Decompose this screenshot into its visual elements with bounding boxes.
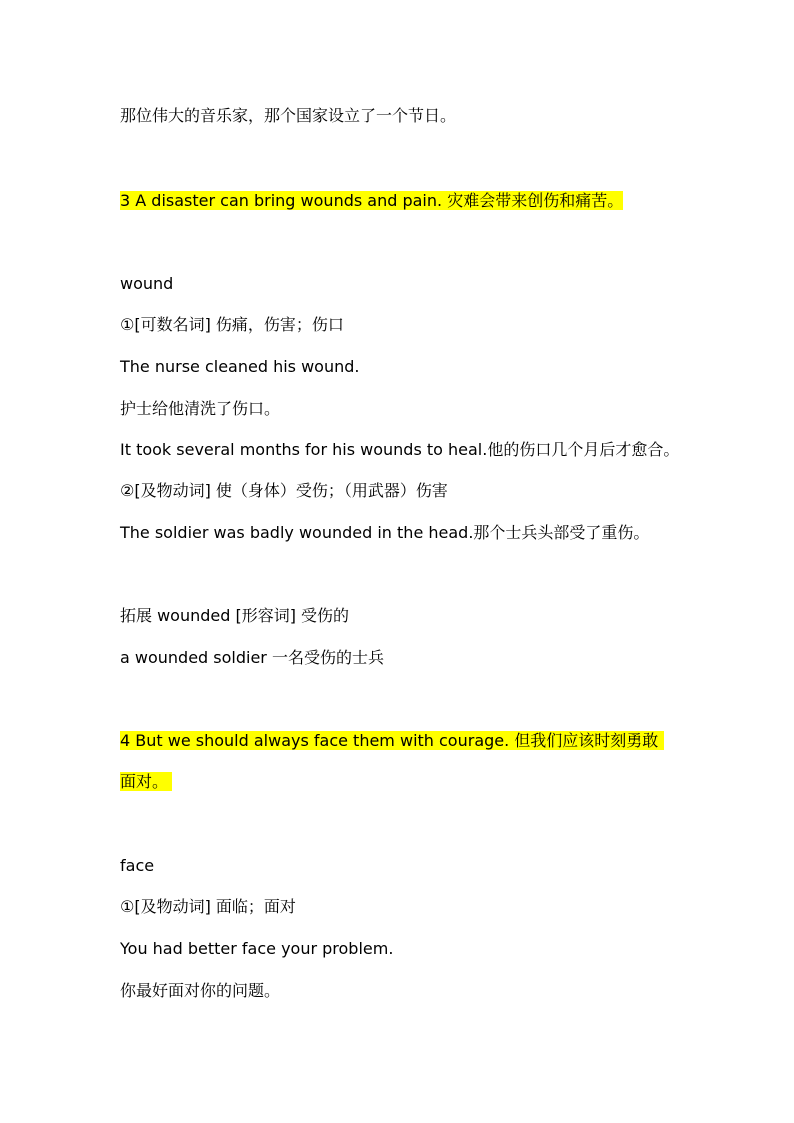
extension-example: a wounded soldier 一名受伤的士兵 — [120, 648, 384, 667]
highlighted-sentence-4-continued-text: 面对。 — [120, 772, 172, 791]
highlighted-sentence-4-text: 4 But we should always face them with courage. 但我们应该时刻勇敢 — [120, 731, 664, 750]
example-sentence: The soldier was badly wounded in the head.那个士兵头部受了重伤。 — [120, 523, 650, 542]
highlighted-sentence-4-continued — [120, 771, 172, 793]
definition-2: ②[及物动词] 使（身体）受伤；（用武器）伤害 — [120, 481, 448, 500]
vocab-heading-face: face — [120, 856, 155, 875]
chinese-translation-line: 那位伟大的音乐家，那个国家设立了一个节日。 — [120, 106, 457, 125]
vocab-heading-wound: wound — [120, 274, 174, 293]
extension-note: 拓展 wounded [形容词] 受伤的 — [120, 606, 350, 625]
highlighted-sentence-3-text: 3 A disaster can bring wounds and pain. 灾难会带来创伤和痛苦。 — [120, 191, 624, 210]
definition-1: ①[及物动词] 面临；面对 — [120, 897, 296, 916]
definition-1: ①[可数名词] 伤痛，伤害；伤口 — [120, 315, 344, 334]
highlighted-sentence-3 — [120, 190, 623, 212]
example-sentence: The nurse cleaned his wound. — [120, 357, 360, 376]
example-translation: 你最好面对你的问题。 — [120, 981, 281, 1000]
highlighted-sentence-4 — [120, 730, 664, 752]
example-translation: 护士给他清洗了伤口。 — [120, 399, 281, 418]
example-sentence: You had better face your problem. — [120, 939, 394, 958]
example-sentence: It took several months for his wounds to heal.他的伤口几个月后才愈合。 — [120, 440, 680, 459]
